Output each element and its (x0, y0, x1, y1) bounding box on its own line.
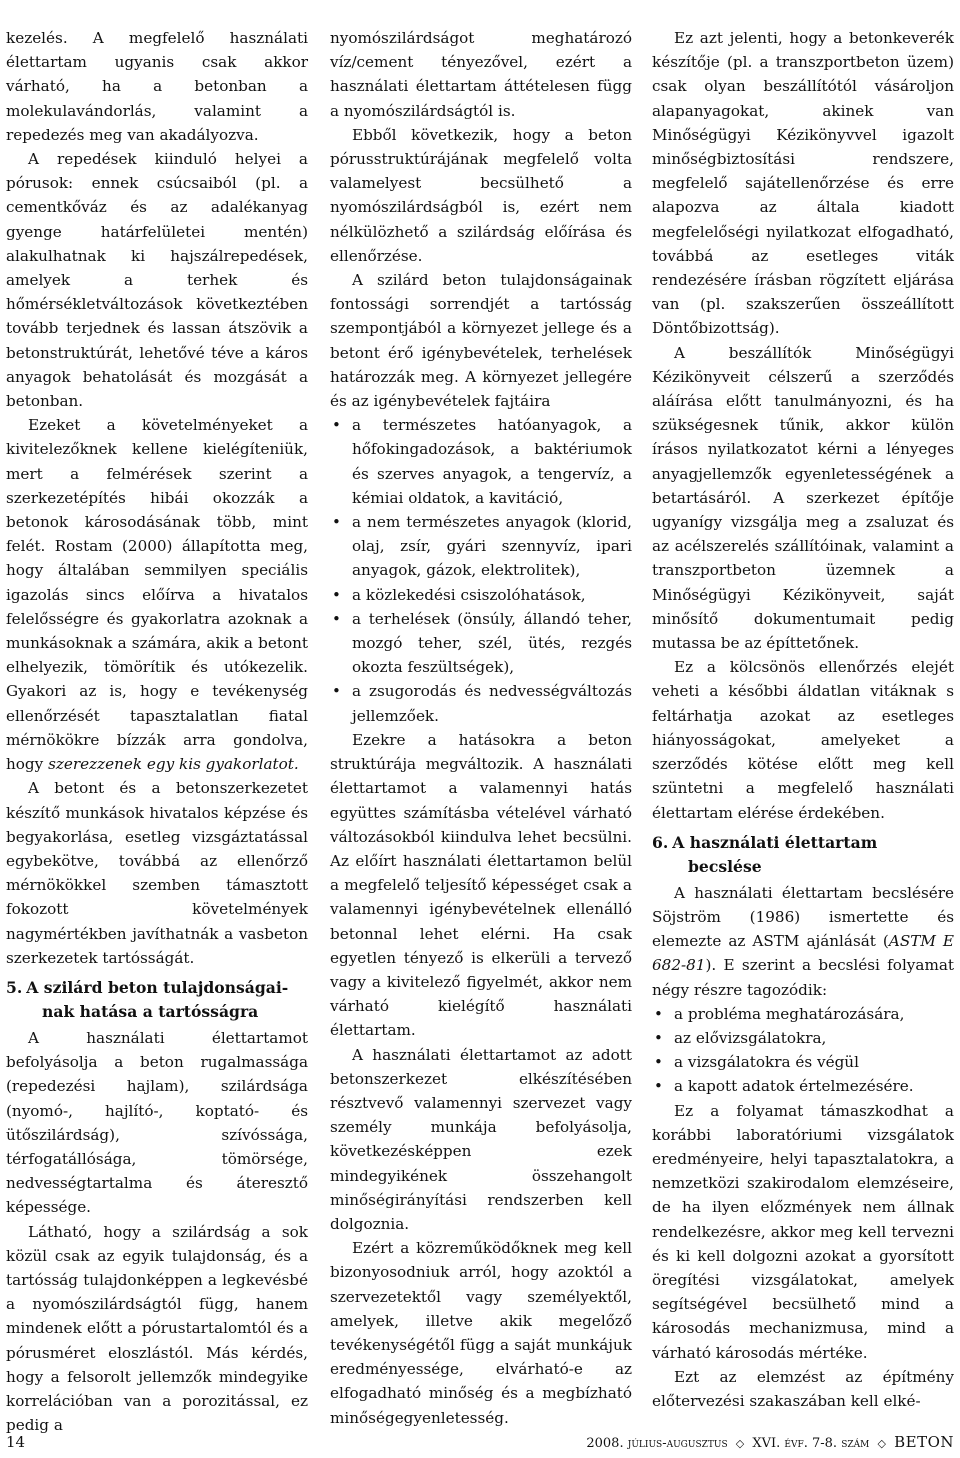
issue-months: július-augusztus (627, 1436, 728, 1451)
list-item: • a kapott adatok értelmezésére. (652, 1074, 954, 1098)
section-heading-6 (652, 831, 954, 879)
list-item: • a terhelések (önsúly, állandó teher, mozgó teher, szél, ütés, rezgés okozta feszültségek), (330, 607, 632, 680)
list-item: • az elővizsgálatokra, (652, 1026, 954, 1050)
paragraph-text: Ezeket a követelményeket a kivitelezőknek kellene kielégíteniük, mert a felmérések szerint a szerkezetépítés hibái okozzák a betonok károsodásának több, mint felét. Rostam (2000) állapította meg, hogy általában semmilyen speciális igazolás sincs előírva a hivatalos felelősségre és gyakorlatra azoknak a munkásoknak a számára, akik a betont elhelyezik, tömörítik és utókezelik. Gyakori az is, hogy e tevékenység ellenőrzését tapasztalatlan fiatal mérnökökre bízzák arra gondolva, hogy (6, 416, 308, 774)
bullet-list (330, 413, 632, 728)
paragraph: A szilárd beton tulajdonságainak fontossági sorrendjét a tartósság szempontjából a környezet jellege és a betont érő igénybevételek, terhelések határozzák meg. A környezet jellegére és az igénybevételek fajtáira (330, 271, 632, 411)
list-item: • a természetes hatóanyagok, a hőfokingadozások, a baktériumok és szerves anyagok, a tengervíz, a kémiai oldatok, a kavitáció, (330, 413, 632, 510)
page-number: 14 (6, 1433, 26, 1451)
paragraph: Ezt az elemzést az építmény előtervezési szakaszában kell elké- (652, 1367, 954, 1410)
list-item: • a zsugorodás és nedvességváltozás jellemzőek. (330, 679, 632, 727)
section-number: 5. (6, 977, 23, 997)
section-number: 6. (652, 832, 669, 852)
emphasis-text: szerezzenek egy kis gyakorlatot. (48, 755, 299, 774)
paragraph: A repedések kiinduló helyei a pórusok: ennek csúcsaiból (pl. a cementkőváz és az adalékanyag gyenge határfelületei mentén) alakulhatnak ki hajszálrepedések, amelyek a terhek és hőmérsékletváltozások következtében tovább terjednek és lassan átszövik a betonstruktúrát, lehetővé téve a káros anyagok behatolását és mozgását a betonban. (6, 150, 308, 411)
paragraph: Ezért a közreműködőknek meg kell bizonyosodniuk arról, hogy azoktól a szervezetektől vagy személyektől, amelyek, illetve akik megelőző tevékenységétől függ a saját munkájuk eredményessége, elvárható-e az elfogadható minőség és a megbízható minőségegyenletesség. (330, 1239, 632, 1427)
section-heading-5 (6, 976, 308, 1024)
text-column-middle (330, 26, 632, 1430)
issue-info (586, 1430, 954, 1456)
section-title-line1: A szilárd beton tulajdonságai- (26, 977, 289, 997)
section-title-line1: A használati élettartam (672, 832, 878, 852)
paragraph: A használati élettartamot befolyásolja a beton rugalmassága (repedezési hajlam), szilárdsága (nyomó-, hajlító-, koptató- és ütőszilárdság), szívóssága, térfogatállósága, tömörsége, nedvességtartalma és áteresztő képessége. (6, 1028, 308, 1217)
paragraph-text: A használati élettartam becslésére Söjström (1986) ismertette és elemezte az ASTM ajánlását ( (652, 883, 954, 951)
list-item: • a közlekedési csiszolóhatások, (330, 583, 632, 607)
section-title-line2: becslése (688, 856, 762, 876)
paragraph-text: ). E szerint a becslési folyamat négy részre tagozódik: (652, 956, 954, 999)
paragraph: Ez azt jelenti, hogy a betonkeverék készítője (pl. a transzportbeton üzem) csak olyan beszállítótól vásároljon alapanyagokat, akinek van Minőségügyi Kézikönyvvel igazolt minőségbiztosítási rendszere, megfelelő sajátellenőrzése és erre alapozva az általa kiadott megfelelőségi nyilatkozat elfogadható, továbbá az esetleges viták rendezésére írásban rögzített eljárása van (pl. szakszerűen összeállított Döntőbizottság). (652, 29, 954, 338)
issue-volume: XVI. évf. 7-8. szám (752, 1436, 870, 1451)
diamond-separator-icon: ◇ (735, 1437, 745, 1450)
paragraph: A használati élettartamot az adott betonszerkezet elkészítésében résztvevő valamennyi szervezet vagy személy munkája befolyásolja, következésképpen ezek mindegyikének összehangolt minőségirányítási rendszerben kell dolgoznia. (330, 1045, 632, 1233)
paragraph: A beszállítók Minőségügyi Kézikönyveit célszerű a szerződés aláírása előtt tanulmányozni, és ha szükségesnek tűnik, akkor külön írásos nyilatkozatot kérni a lényeges anyagjellemzők egyenletességének a betartásáról. A szerkezet építője ugyanígy vizsgálja meg a zsaluzat és az acélszerelés szállítóinak, valamint a transzportbeton üzemnek a Minőségügyi Kézikönyveit, saját minősítő dokumentumait pedig mutassa be az építtetőnek. (652, 343, 954, 653)
paragraph: A betont és a betonszerkezetet készítő munkások hivatalos képzése és begyakorlása, esetleg vizsgáztatással egybekötve, továbbá az ellenőrző mérnökökkel szemben támasztott fokozott követelmények nagymértékben javíthatnák a vasbeton szerkezetek tartósságát. (6, 779, 308, 967)
bullet-list (652, 1002, 954, 1099)
paragraph (652, 881, 954, 1002)
paragraph: Látható, hogy a szilárdság a sok közül csak az egyik tulajdonság, és a tartósság tulajdonképpen a legkevésbé a nyomószilárdságtól függ, hanem mindenek előtt a pórustartalomtól és a pórusméret eloszlástól. Más kérdés, hogy a felsorolt jellemzők mindegyike korrelációban van a porozitással, ez pedig a (6, 1222, 308, 1435)
paragraph: Ezekre a hatásokra a beton struktúrája megváltozik. A használati élettartamot a valamennyi hatás együttes számításba vételével várható változásokból kiindulva lehet becsülni. Az előírt használati élettartamon belül a megfelelő teljesítő képességet csak a valamennyi igénybevételnek ellenálló betonnal lehet elérni. Ha csak egyetlen tényező is elkerüli a tervező vagy a kivitelező figyelmét, akkor nem várható kielégítő használati élettartam. (330, 730, 632, 1040)
paragraph: Ez a kölcsönös ellenőrzés elejét veheti a későbbi áldatlan vitáknak s feltárhatja azokat az esetleges hiányosságokat, amelyeket a szerződés kötése előtt meg kell szüntetni a megfelelő használati élettartam elérése érdekében. (652, 658, 954, 822)
emphasis-text: ASTM E 682-81 (652, 932, 955, 975)
diamond-separator-icon: ◇ (877, 1437, 886, 1450)
text-column-left (6, 26, 308, 1437)
paragraph: kezelés. A megfelelő használati élettartam ugyanis csak akkor várható, ha a betonban a molekulavándorlás, valamint a repedezés meg van akadályozva. (6, 29, 308, 144)
magazine-name: BETON (894, 1433, 954, 1451)
list-item: • a vizsgálatokra és végül (652, 1050, 954, 1074)
text-column-right (652, 26, 954, 1413)
paragraph (6, 413, 308, 776)
issue-year: 2008. (586, 1436, 624, 1451)
paragraph: Ez a folyamat támaszkodhat a korábbi laboratóriumi vizsgálatok eredményeire, helyi tapasztalatokra, a nemzetközi szakirodalom elemzéseire, de ha ilyen előzmények nem állnak rendelkezésre, akkor meg kell tervezni és ki kell dolgozni azokat a gyorsított öregítési vizsgálatokat, amelyek segítségével becsülhető mind a károsodás mechanizmusa, mind a várható károsodás mértéke. (652, 1101, 954, 1362)
page-footer (0, 1430, 960, 1454)
paragraph: nyomószilárdságot meghatározó víz/cement tényezővel, ezért a használati élettartam áttételesen függ a nyomószilárdságtól is. (330, 29, 632, 120)
list-item: • a probléma meghatározására, (652, 1002, 954, 1026)
section-title-line2: nak hatása a tartósságra (42, 1001, 259, 1021)
list-item: • a nem természetes anyagok (klorid, olaj, zsír, gyári szennyvíz, ipari anyagok, gázok, elektrolitek), (330, 510, 632, 583)
paragraph: Ebből következik, hogy a beton pórusstruktúrájának megfelelő volta valamelyest becsülhető a nyomószilárdságból is, ezért nem nélkülözhető a szilárdság előírása és ellenőrzése. (330, 125, 632, 265)
